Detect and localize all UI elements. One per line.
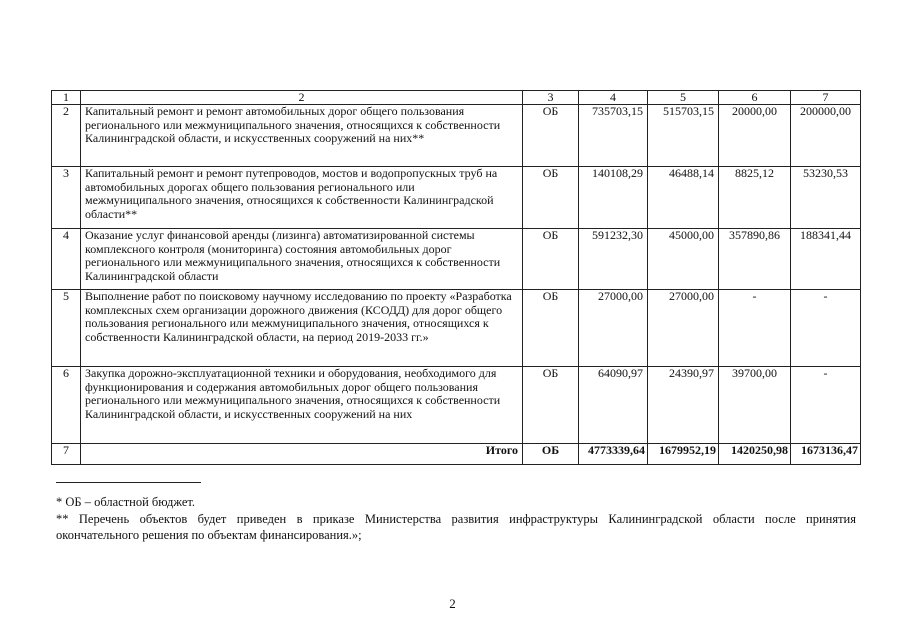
footnote-list-line1: ** Перечень объектов будет приведен в приказе Министерства развития инфраструктуры Калининградской области после принятия — [56, 512, 856, 526]
total-label: Итого — [81, 444, 523, 465]
column-header: 5 — [648, 91, 719, 105]
value-col4: 140108,29 — [579, 167, 648, 229]
row-number: 7 — [52, 444, 81, 465]
row-description: Капитальный ремонт и ремонт путепроводов, мостов и водопропускных труб на автомобильных дорогах общего пользования регионального или межмуниципального значения, относящихся к собственности Калининградской области** — [81, 167, 523, 229]
value-col6: 8825,12 — [719, 167, 791, 229]
table-row — [52, 167, 861, 229]
table-row — [52, 290, 861, 367]
funding-source: ОБ — [523, 105, 579, 167]
value-col5: 515703,15 — [648, 105, 719, 167]
value-col4: 27000,00 — [579, 290, 648, 367]
total-col5: 1679952,19 — [648, 444, 719, 465]
value-col4: 64090,97 — [579, 367, 648, 444]
row-description: Оказание услуг финансовой аренды (лизинга) автоматизированной системы комплексного контроля (мониторинга) состояния автомобильных дорог регионального или межмуниципального значения, относящихся к собственности Калининградской области — [81, 229, 523, 290]
footnote-divider — [56, 482, 201, 483]
footnote-list — [56, 511, 856, 543]
total-col4: 4773339,64 — [579, 444, 648, 465]
value-col5: 24390,97 — [648, 367, 719, 444]
column-header: 4 — [579, 91, 648, 105]
value-col6: - — [719, 290, 791, 367]
column-header: 6 — [719, 91, 791, 105]
column-header: 1 — [52, 91, 81, 105]
funding-source: ОБ — [523, 367, 579, 444]
financing-table — [51, 90, 861, 465]
total-col6: 1420250,98 — [719, 444, 791, 465]
page-number: 2 — [449, 596, 456, 611]
table-row — [52, 229, 861, 290]
value-col5: 27000,00 — [648, 290, 719, 367]
row-number: 6 — [52, 367, 81, 444]
row-number: 2 — [52, 105, 81, 167]
value-col6: 20000,00 — [719, 105, 791, 167]
value-col6: 39700,00 — [719, 367, 791, 444]
value-col7: 200000,00 — [791, 105, 861, 167]
column-header: 3 — [523, 91, 579, 105]
value-col4: 591232,30 — [579, 229, 648, 290]
column-header: 7 — [791, 91, 861, 105]
value-col5: 45000,00 — [648, 229, 719, 290]
value-col7: - — [791, 290, 861, 367]
funding-source: ОБ — [523, 290, 579, 367]
value-col5: 46488,14 — [648, 167, 719, 229]
value-col7: 53230,53 — [791, 167, 861, 229]
header-row — [52, 91, 861, 105]
row-number: 4 — [52, 229, 81, 290]
table-row — [52, 105, 861, 167]
funding-source: ОБ — [523, 229, 579, 290]
table-row — [52, 367, 861, 444]
row-number: 5 — [52, 290, 81, 367]
row-number: 3 — [52, 167, 81, 229]
footnote-list-line2: окончательного решения по объектам финансирования.»; — [56, 528, 362, 542]
funding-source: ОБ — [523, 167, 579, 229]
value-col6: 357890,86 — [719, 229, 791, 290]
funding-source: ОБ — [523, 444, 579, 465]
column-header: 2 — [81, 91, 523, 105]
total-col7: 1673136,47 — [791, 444, 861, 465]
value-col4: 735703,15 — [579, 105, 648, 167]
row-description: Выполнение работ по поисковому научному исследованию по проекту «Разработка комплексных схем организации дорожного движения (КСОДД) для дорог общего пользования регионального или межмуниципального значения, относящихся к собственности Калининградской области, на период 2019-2033 гг.» — [81, 290, 523, 367]
value-col7: - — [791, 367, 861, 444]
row-description: Закупка дорожно-эксплуатационной техники и оборудования, необходимого для функционирования и содержания автомобильных дорог общего пользования регионального или межмуниципального значения, относящихся к собственности Калининградской области, и искусственных сооружений на них — [81, 367, 523, 444]
footnote-ob: * ОБ – областной бюджет. — [56, 495, 196, 509]
value-col7: 188341,44 — [791, 229, 861, 290]
row-description: Капитальный ремонт и ремонт автомобильных дорог общего пользования регионального или межмуниципального значения, относящихся к собственности Калининградской области, и искусственных сооружений на них** — [81, 105, 523, 167]
total-row — [52, 444, 861, 465]
